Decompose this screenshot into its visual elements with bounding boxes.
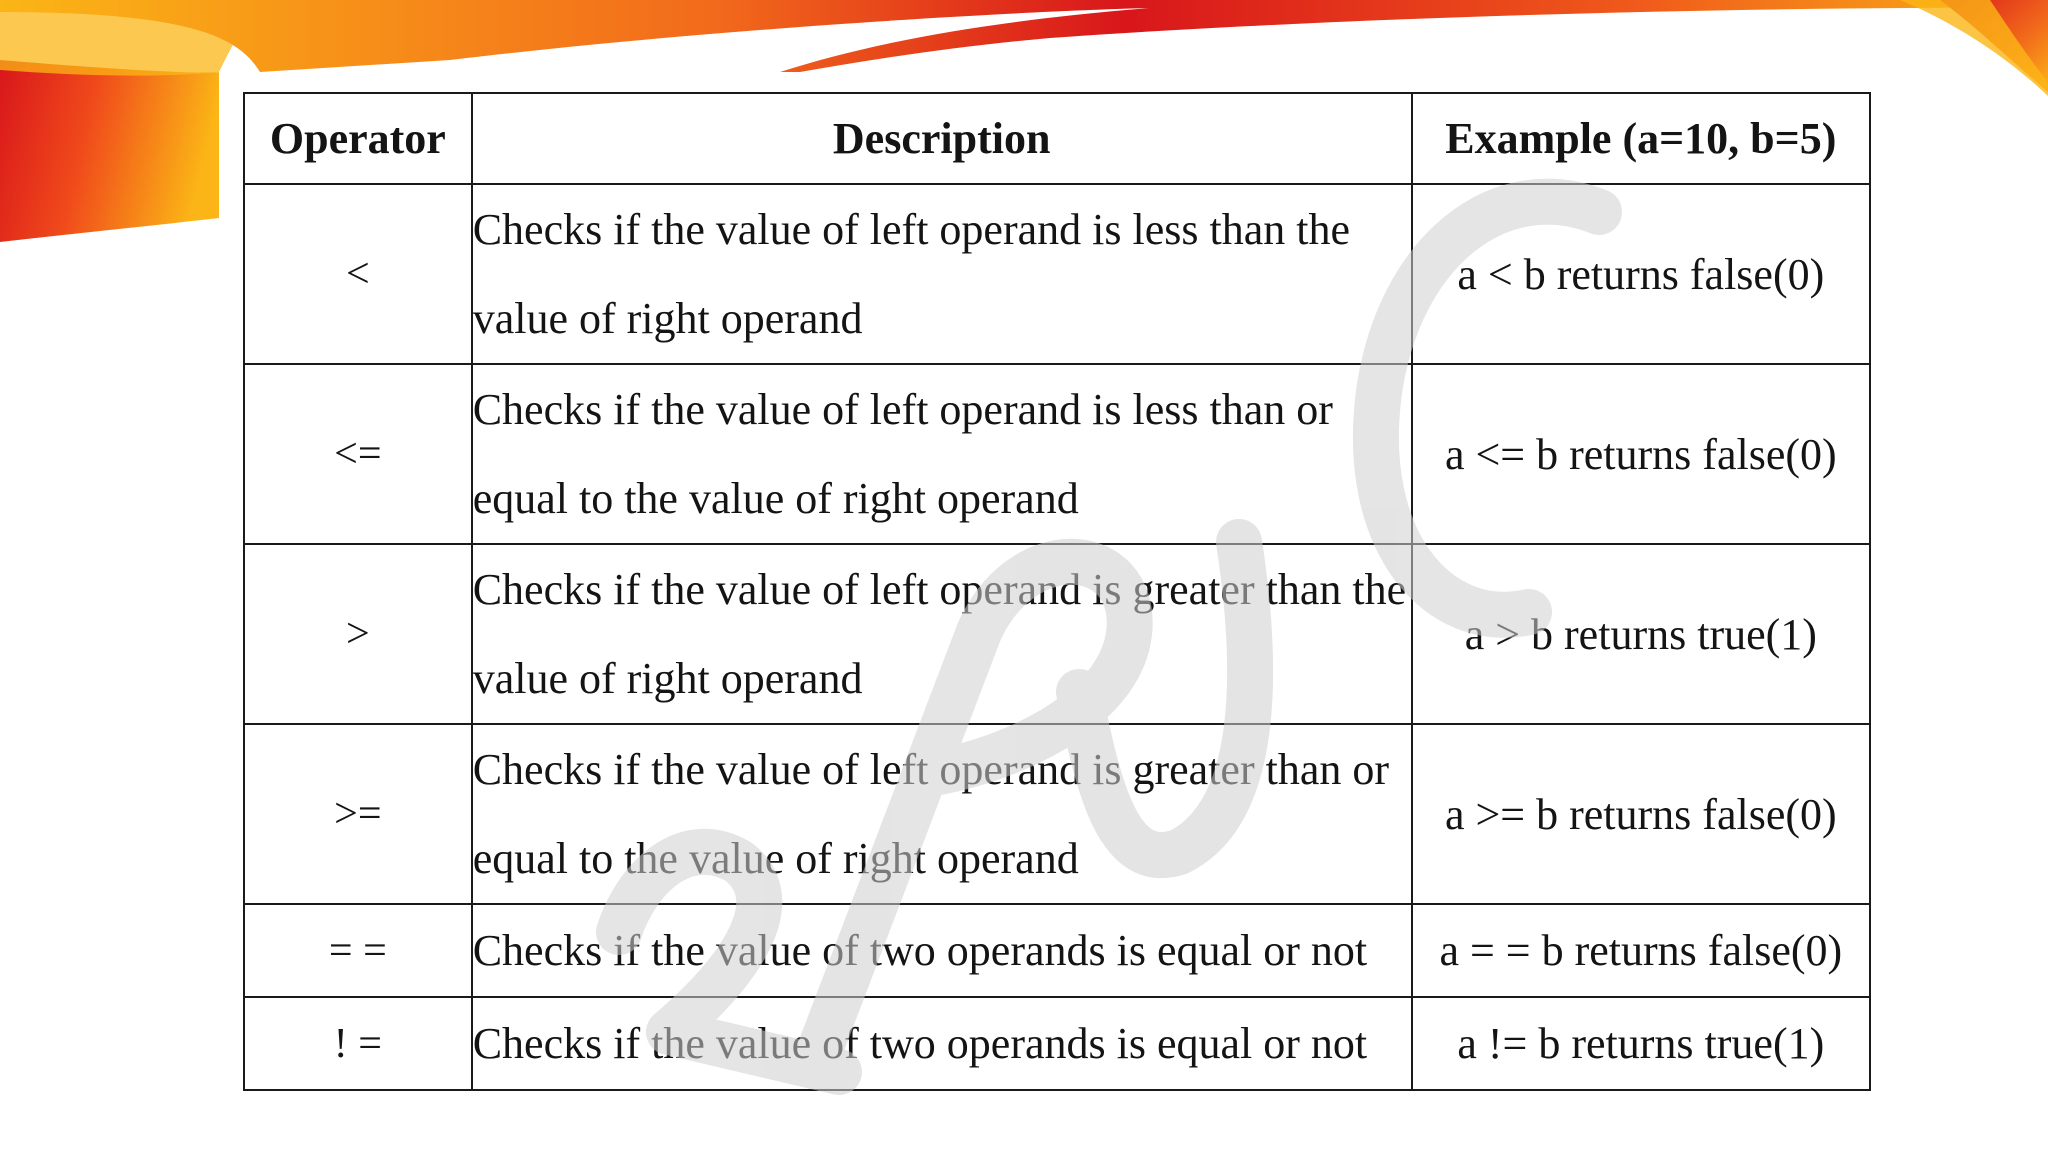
description-cell: Checks if the value of two operands is equal or not xyxy=(472,904,1412,997)
operators-table xyxy=(243,92,1871,1091)
example-cell: a >= b returns false(0) xyxy=(1412,724,1870,904)
operator-cell: <= xyxy=(244,364,472,544)
description-cell: Checks if the value of left operand is less than or equal to the value of right operand xyxy=(472,364,1412,544)
table-header-row xyxy=(244,93,1870,184)
description-cell: Checks if the value of left operand is greater than or equal to the value of right operand xyxy=(472,724,1412,904)
table-row xyxy=(244,997,1870,1090)
description-cell: Checks if the value of left operand is greater than the value of right operand xyxy=(472,544,1412,724)
example-cell: a = = b returns false(0) xyxy=(1412,904,1870,997)
example-cell: a != b returns true(1) xyxy=(1412,997,1870,1090)
operator-cell: >= xyxy=(244,724,472,904)
header-operator: Operator xyxy=(244,93,472,184)
operator-cell: < xyxy=(244,184,472,364)
example-cell: a > b returns true(1) xyxy=(1412,544,1870,724)
example-cell: a <= b returns false(0) xyxy=(1412,364,1870,544)
table-row xyxy=(244,724,1870,904)
table-panel xyxy=(219,72,1894,1098)
operator-cell: ! = xyxy=(244,997,472,1090)
header-description: Description xyxy=(472,93,1412,184)
operator-cell: > xyxy=(244,544,472,724)
table-row xyxy=(244,184,1870,364)
operator-cell: = = xyxy=(244,904,472,997)
table-row xyxy=(244,364,1870,544)
description-cell: Checks if the value of two operands is equal or not xyxy=(472,997,1412,1090)
description-cell: Checks if the value of left operand is less than the value of right operand xyxy=(472,184,1412,364)
header-example: Example (a=10, b=5) xyxy=(1412,93,1870,184)
example-cell: a < b returns false(0) xyxy=(1412,184,1870,364)
table-row xyxy=(244,904,1870,997)
table-row xyxy=(244,544,1870,724)
